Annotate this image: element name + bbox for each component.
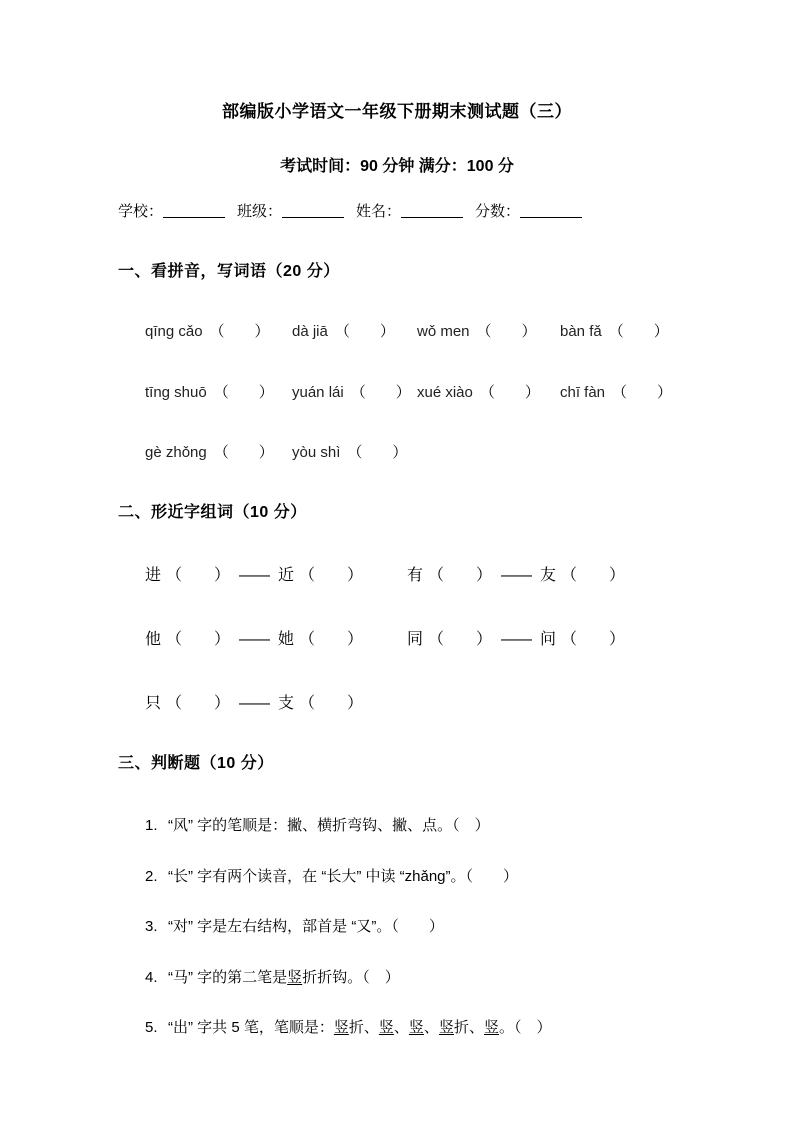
pinyin-item xyxy=(292,444,417,463)
item-text-part: “出” 字共 5 笔，笔顺是： xyxy=(168,1019,334,1037)
pinyin-item xyxy=(560,384,672,403)
section1-heading: 一、看拼音，写词语（20 分） xyxy=(118,262,340,280)
item-number: 4. xyxy=(145,968,158,986)
answer-bracket: （ ） xyxy=(479,383,540,401)
hanzi-char: 只 xyxy=(145,695,162,713)
pinyin-item xyxy=(145,323,292,342)
answer-bracket: （ ） xyxy=(561,567,626,585)
item-text-part: 、 xyxy=(423,1019,439,1037)
dash-separator: —— xyxy=(239,567,270,585)
compare-row xyxy=(118,630,734,650)
item-number: 2. xyxy=(145,867,158,885)
item-text-part: 。（ ） xyxy=(498,1019,552,1037)
answer-bracket: （ ） xyxy=(350,383,411,401)
item-text-part: 竖 xyxy=(483,1019,499,1037)
compare-pair xyxy=(145,566,407,586)
pinyin-text: xué xiào xyxy=(417,383,473,401)
judgment-item xyxy=(118,917,734,937)
student-field-label: 分数： xyxy=(475,202,521,220)
judgment-item xyxy=(118,816,734,836)
hanzi-char: 她 xyxy=(278,631,295,649)
section2-heading: 二、形近字组词（10 分） xyxy=(118,504,307,522)
hanzi-char: 有 xyxy=(407,567,424,585)
answer-bracket: （ ） xyxy=(476,322,537,340)
item-text xyxy=(168,918,444,935)
compare-pair xyxy=(145,694,407,714)
item-text xyxy=(168,1019,552,1036)
student-field-label: 姓名： xyxy=(356,202,402,220)
student-field-label: 班级： xyxy=(237,202,283,220)
item-text-part: “风” 字的笔顺是：撇、横折弯钩、撇、点。（ ） xyxy=(168,817,490,835)
blank-line xyxy=(520,202,582,218)
dash-separator: —— xyxy=(239,631,270,649)
dash-separator: —— xyxy=(501,567,532,585)
answer-bracket: （ ） xyxy=(347,444,408,462)
item-number: 1. xyxy=(145,817,158,835)
answer-bracket: （ ） xyxy=(166,695,231,713)
answer-bracket: （ ） xyxy=(299,631,364,649)
item-text-part: 折折钩。（ ） xyxy=(302,968,400,986)
pinyin-text: wǒ men xyxy=(417,322,470,340)
answer-bracket: （ ） xyxy=(166,631,231,649)
hanzi-char: 同 xyxy=(407,631,424,649)
pinyin-row xyxy=(118,384,734,403)
pinyin-text: dà jiā xyxy=(292,322,328,340)
compare-pair xyxy=(407,630,625,650)
item-text-part: 竖 xyxy=(333,1019,349,1037)
section3-heading: 三、判断题（10 分） xyxy=(118,755,274,773)
answer-bracket: （ ） xyxy=(213,383,274,401)
pinyin-item xyxy=(417,323,560,342)
dash-separator: —— xyxy=(501,631,532,649)
pinyin-text: chī fàn xyxy=(560,383,606,401)
hanzi-char: 他 xyxy=(145,631,162,649)
hanzi-char: 进 xyxy=(145,567,162,585)
item-text xyxy=(168,868,518,885)
answer-bracket: （ ） xyxy=(209,322,270,340)
answer-bracket: （ ） xyxy=(334,322,395,340)
judgment-section-body xyxy=(118,816,734,1038)
pinyin-row xyxy=(118,444,734,463)
pinyin-section-body xyxy=(118,323,734,463)
item-text-part: 竖 xyxy=(408,1019,424,1037)
compare-row xyxy=(118,694,734,714)
pinyin-item xyxy=(145,444,292,463)
hanzi-char: 友 xyxy=(540,567,557,585)
blank-line xyxy=(401,202,463,218)
pinyin-text: yuán lái xyxy=(292,383,344,401)
pinyin-item xyxy=(417,384,560,403)
judgment-item xyxy=(118,968,734,988)
answer-bracket: （ ） xyxy=(213,444,274,462)
answer-bracket: （ ） xyxy=(428,631,493,649)
pinyin-item xyxy=(560,323,669,342)
answer-bracket: （ ） xyxy=(166,567,231,585)
pinyin-row xyxy=(118,323,734,342)
pinyin-text: yòu shì xyxy=(292,444,341,462)
item-text-part: “对” 字是左右结构，部首是 “又”。（ ） xyxy=(168,918,444,936)
pinyin-item xyxy=(292,384,417,403)
item-text xyxy=(168,969,400,986)
blank-line xyxy=(282,202,344,218)
item-text-part: 竖 xyxy=(378,1019,394,1037)
pinyin-text: gè zhǒng xyxy=(145,444,207,462)
page-title: 部编版小学语文一年级下册期末测试题（三） xyxy=(222,102,572,121)
hanzi-char: 近 xyxy=(278,567,295,585)
item-number: 3. xyxy=(145,918,158,936)
pinyin-item xyxy=(145,384,292,403)
hanzi-char: 支 xyxy=(278,695,295,713)
dash-separator: —— xyxy=(239,695,270,713)
answer-bracket: （ ） xyxy=(608,322,669,340)
item-number: 5. xyxy=(145,1019,158,1037)
item-text-part: 折、 xyxy=(453,1019,484,1037)
compare-pair xyxy=(145,630,407,650)
item-text-part: 竖 xyxy=(287,968,303,986)
pinyin-text: qīng cǎo xyxy=(145,322,203,340)
item-text-part: “长” 字有两个读音，在 “长大” 中读 “zhǎng”。（ ） xyxy=(168,867,519,885)
item-text-part: 竖 xyxy=(438,1019,454,1037)
compare-pair xyxy=(407,566,625,586)
blank-line xyxy=(163,202,225,218)
word-pairs-section-body xyxy=(118,566,734,714)
answer-bracket: （ ） xyxy=(299,695,364,713)
item-text-part: 、 xyxy=(393,1019,409,1037)
pinyin-item xyxy=(292,323,417,342)
compare-row xyxy=(118,566,734,586)
exam-info: 考试时间：90 分钟 满分：100 分 xyxy=(280,158,514,176)
pinyin-text: tīng shuō xyxy=(145,383,207,401)
answer-bracket: （ ） xyxy=(428,567,493,585)
student-info-line xyxy=(118,202,734,221)
item-text xyxy=(168,817,490,834)
answer-bracket: （ ） xyxy=(561,631,626,649)
judgment-item xyxy=(118,867,734,887)
answer-bracket: （ ） xyxy=(299,567,364,585)
pinyin-text: bàn fǎ xyxy=(560,322,602,340)
item-text-part: “马” 字的第二笔是 xyxy=(168,968,288,986)
item-text-part: 折、 xyxy=(348,1019,379,1037)
judgment-item xyxy=(118,1018,734,1038)
answer-bracket: （ ） xyxy=(612,383,673,401)
hanzi-char: 问 xyxy=(540,631,557,649)
student-field-label: 学校： xyxy=(118,202,164,220)
